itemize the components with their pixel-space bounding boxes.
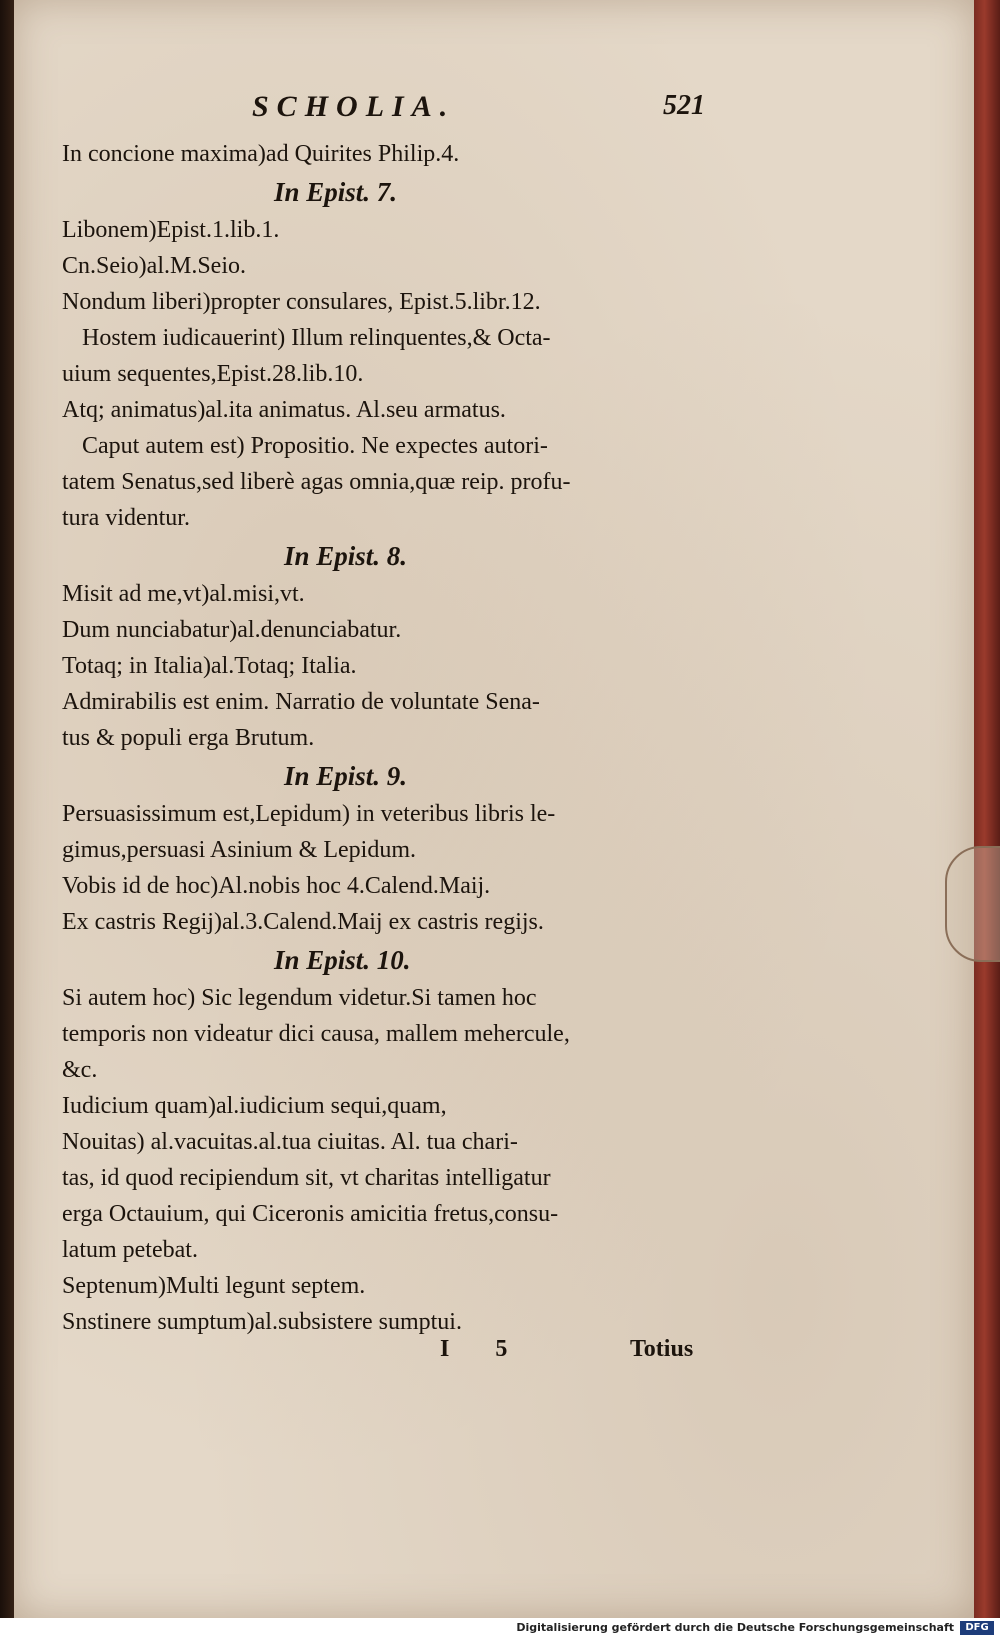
text-line: tus & populi erga Brutum. (62, 725, 315, 751)
page-footer (0, 1336, 1000, 1372)
text-line: Iudicium quam)al.iudicium sequi,quam, (62, 1093, 447, 1119)
epistle-heading: In Epist. 9. (284, 761, 408, 791)
text-line: Atq; animatus)al.ita animatus. Al.seu armatus. (62, 397, 506, 423)
text-line: tatem Senatus,sed liberè agas omnia,quæ reip. profu- (62, 469, 571, 495)
page-number: 521 (663, 90, 705, 121)
dfg-logo: DFG (960, 1621, 994, 1635)
text-line: In concione maxima)ad Quirites Philip.4. (62, 141, 460, 167)
text-line: erga Octauium, qui Ciceronis amicitia fretus,consu- (62, 1201, 559, 1227)
text-line: Cn.Seio)al.M.Seio. (62, 253, 246, 279)
text-line: Admirabilis est enim. Narratio de voluntate Sena- (62, 689, 540, 715)
text-line: Snstinere sumptum)al.subsistere sumptui. (62, 1309, 462, 1335)
catchword: Totius (630, 1336, 694, 1362)
book-cover-edge (974, 0, 1000, 1618)
text-line: Dum nunciabatur)al.denunciabatur. (62, 617, 402, 643)
text-line: Vobis id de hoc)Al.nobis hoc 4.Calend.Maij. (62, 873, 491, 899)
text-line: Si autem hoc) Sic legendum videtur.Si tamen hoc (62, 985, 537, 1011)
epistle-heading: In Epist. 10. (274, 945, 411, 975)
text-line: uium sequentes,Epist.28.lib.10. (62, 361, 364, 387)
running-head (0, 90, 1000, 130)
text-line: Ex castris Regij)al.3.Calend.Maij ex castris regijs. (62, 909, 544, 935)
signature-mark: I 5 (440, 1336, 528, 1362)
running-title: SCHOLIA. (252, 90, 456, 123)
text-line: Nouitas) al.vacuitas.al.tua ciuitas. Al. tua chari- (62, 1129, 518, 1155)
text-line: temporis non videatur dici causa, mallem mehercule, (62, 1021, 570, 1047)
book-clasp (945, 846, 1000, 962)
text-line: gimus,persuasi Asinium & Lepidum. (62, 837, 416, 863)
text-line: Totaq; in Italia)al.Totaq; Italia. (62, 653, 357, 679)
epistle-heading: In Epist. 7. (274, 177, 398, 207)
text-line: Libonem)Epist.1.lib.1. (62, 217, 280, 243)
text-line: Hostem iudicauerint) Illum relinquentes,& Octa- (82, 325, 551, 351)
credit-text: Digitalisierung gefördert durch die Deutsche Forschungsgemeinschaft (516, 1621, 954, 1634)
text-line: latum petebat. (62, 1237, 198, 1263)
text-line: Caput autem est) Propositio. Ne expectes autori- (82, 433, 548, 459)
text-line: Nondum liberi)propter consulares, Epist.5.libr.12. (62, 289, 541, 315)
text-line: &c. (62, 1057, 98, 1083)
text-line: Persuasissimum est,Lepidum) in veteribus libris le- (62, 801, 556, 827)
text-line: Septenum)Multi legunt septem. (62, 1273, 366, 1299)
text-block (62, 136, 722, 1340)
text-line: Misit ad me,vt)al.misi,vt. (62, 581, 305, 607)
text-line: tas, id quod recipiendum sit, vt charitas intelligatur (62, 1165, 551, 1191)
epistle-heading: In Epist. 8. (284, 541, 408, 571)
text-line: tura videntur. (62, 505, 190, 531)
